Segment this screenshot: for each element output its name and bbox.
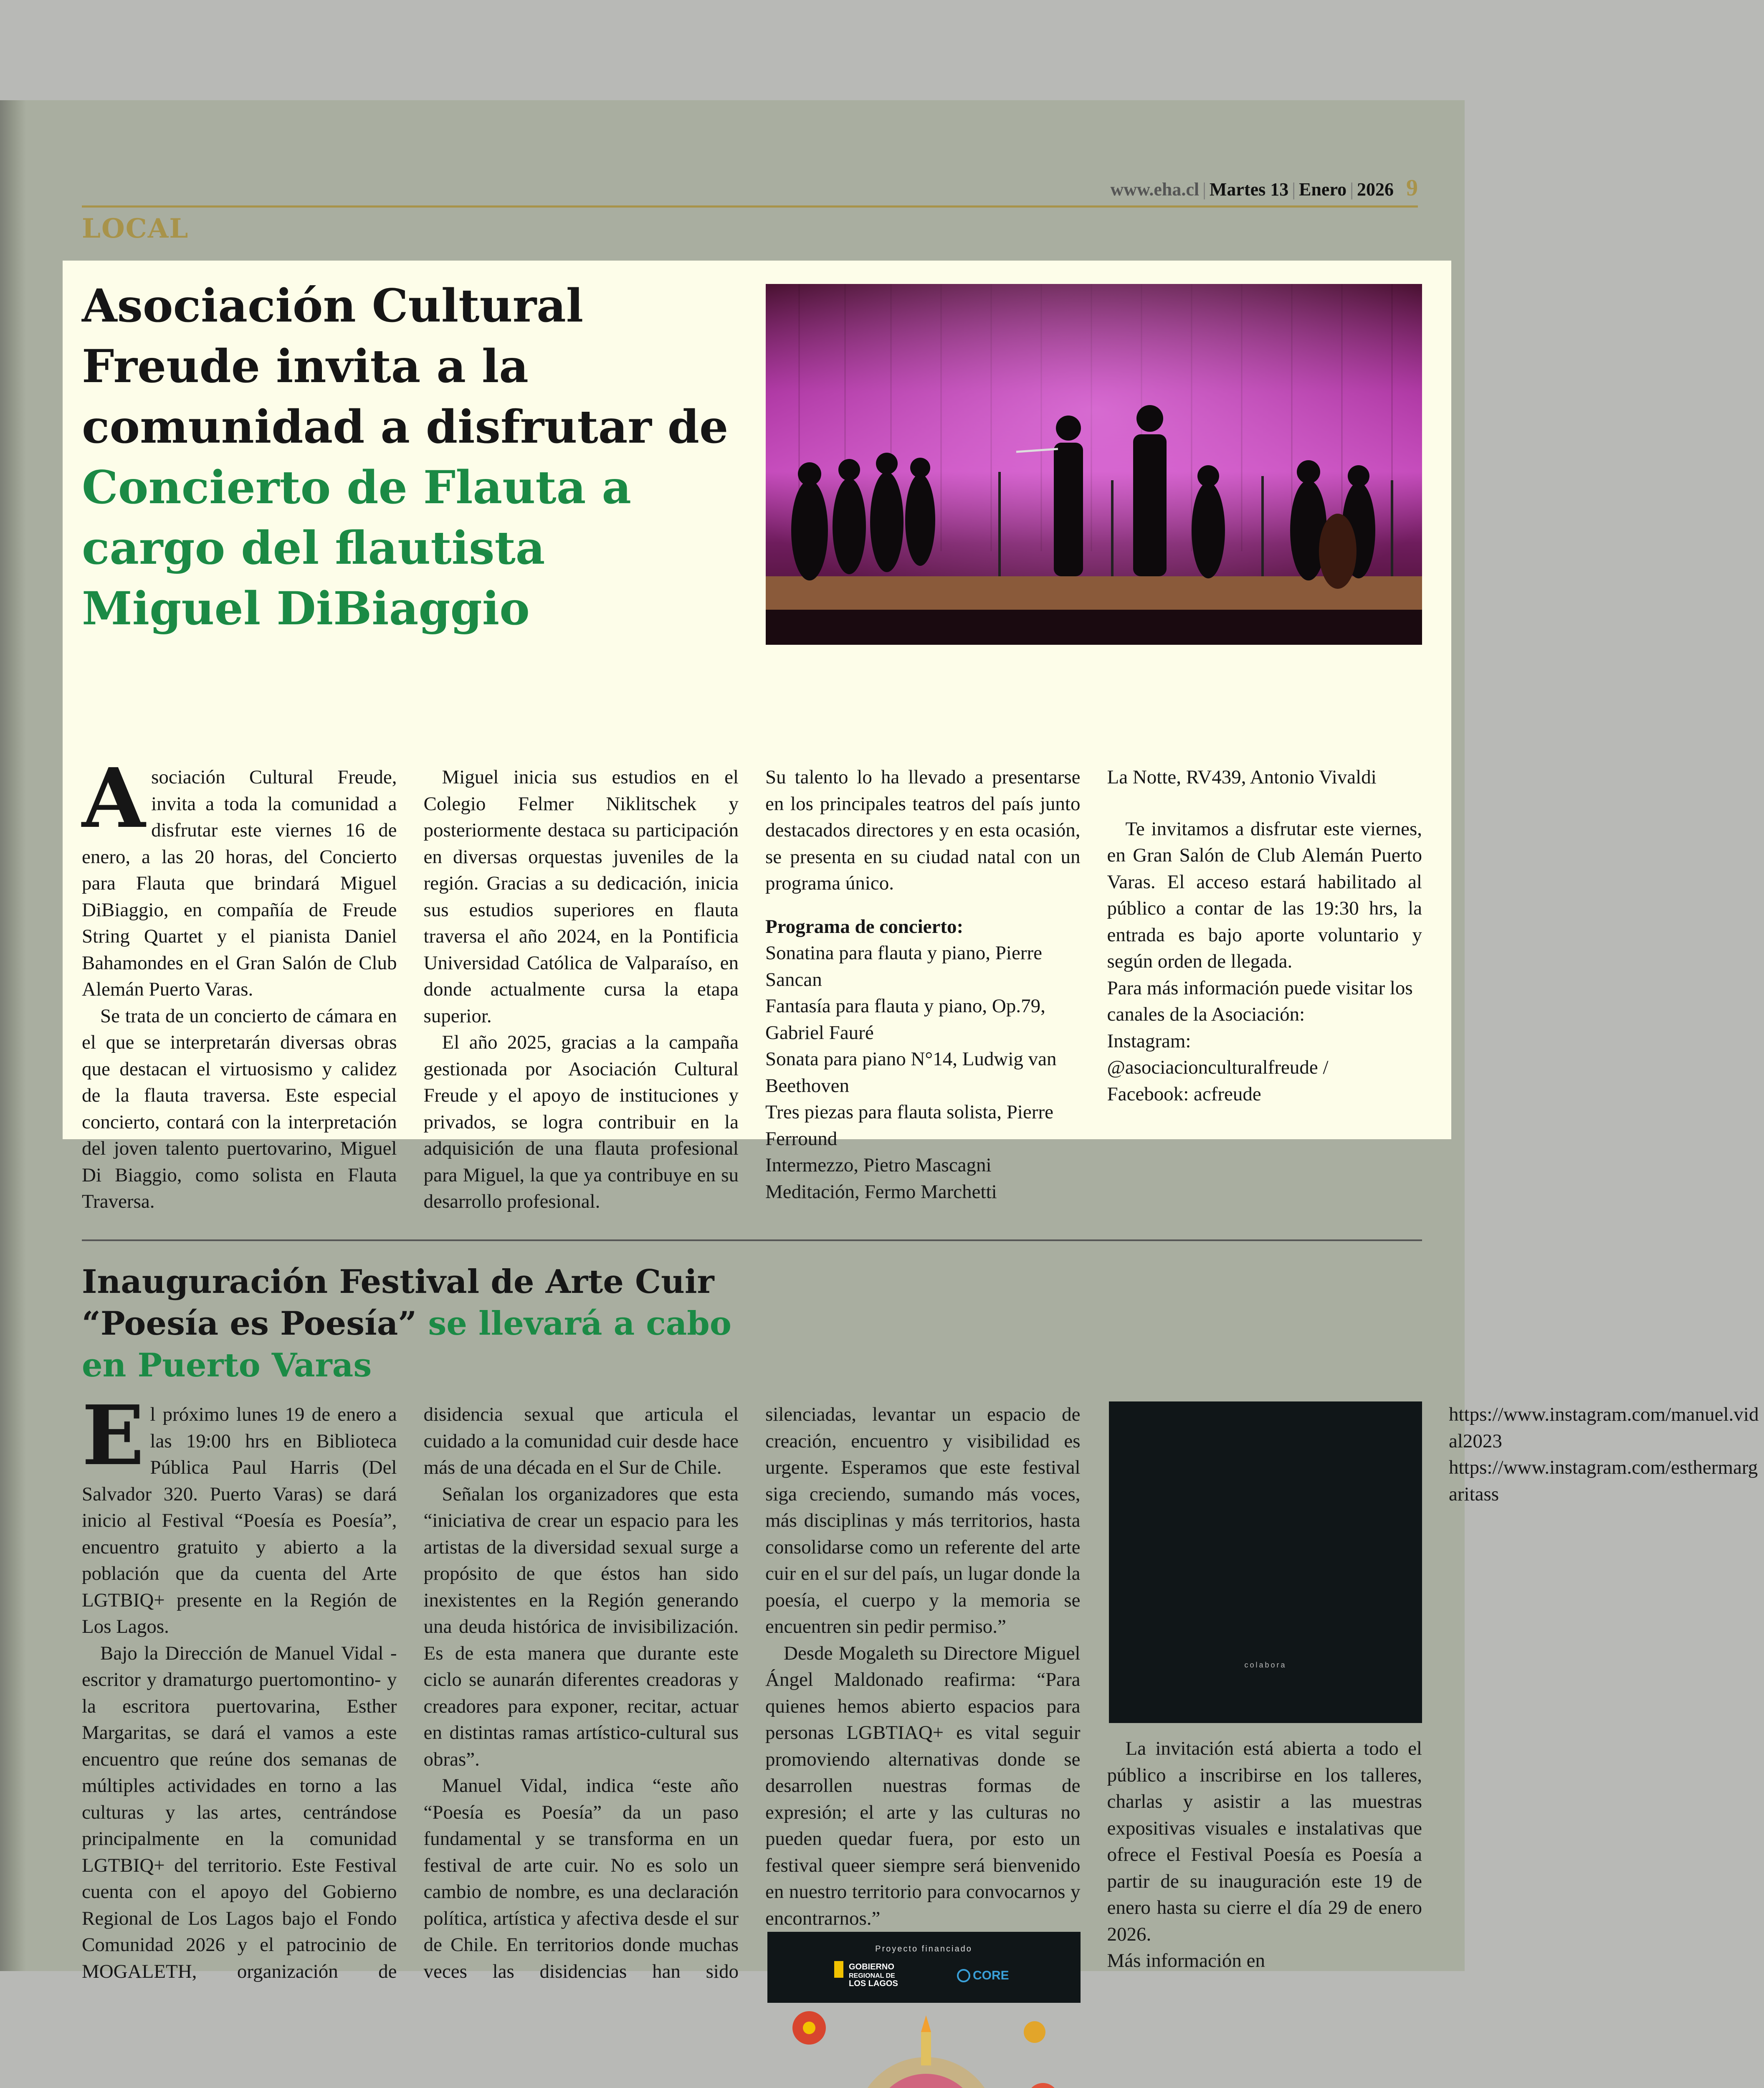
instagram-handle[interactable]: @asociacionculturalfreude / <box>1107 1057 1329 1078</box>
article2-paragraph-4: Manuel Vidal, indica “este año “Poesía es Poesía” da un paso fundamental y se transforma en un festival de arte cuir. No es solo un cambio de nombre, es una declaración política, artística y afectiva desde el sur de Chile. En territorios donde muchas veces las disidencias han sido silenciadas, levantar un espacio de creación, encuentro y visibilidad es urgente. Esperamos que este festival siga creciendo, sumando más voces, más disciplinas y más territorios, hasta consolidarse como un referente del arte cuir en el sur del país, un lugar donde la poesía, el cuerpo y la memoria se encuentren sin pedir permiso.” <box>423 1404 1081 1982</box>
article1-paragraph-1: sociación Cultural Freude, invita a toda la comunidad a disfrutar este viernes 16 de enero, a las 20 horas, del Concierto para Flauta que brindará Miguel DiBiaggio, en compañía de Freude String Quartet y el pianista Daniel Bahamondes en el Gran Salón de Club Alemán Puerto Varas. <box>82 766 397 1000</box>
section-label: LOCAL <box>82 213 189 244</box>
facebook-handle[interactable]: Facebook: acfreude <box>1107 1083 1261 1105</box>
article2-paragraph-3: Señalan los organizadores que esta “iniciativa de crear un espacio para les artistas de la diversidad sexual surge a propósito de que éstos han sido inexistentes en la Región generando una deuda histórica de invisibilización. Es de esta manera que durante este ciclo se aunarán diferentes creadoras y creadores para exponer, recitar, actuar en distintas ramas artístico-cultural sus obras”. <box>423 1483 739 1770</box>
header-year: 2026 <box>1357 179 1394 200</box>
article2-paragraph-5: Desde Mogaleth su Directore Miguel Ángel Maldonado reafirma: “Para quienes hemos abierto espacios para personas LGBTIAQ+ es vital seguir promoviendo alternativas donde se desarrollen nuestras formas de expresión; el arte y las culturas no pueden quedar fuera, por esto un festival queer siempre será bienvenido en nuestro territorio para convocarnos y encontrarnos.” <box>765 1642 1081 1929</box>
program-item: La Notte, RV439, Antonio Vivaldi <box>1107 766 1377 788</box>
article2-paragraph-6: La invitación está abierta a todo el público a inscribirse en los talleres, charlas y asistir a las muestras expositivas visuales e instalativas que ofrece el Festival Poesía es Poesía a partir de su inauguración este 19 de enero hasta su cierre el día 29 de enero 2026. <box>1107 1738 1422 1945</box>
program-item: Sonata para piano N°14, Ludwig van Beethoven <box>765 1048 1057 1097</box>
program-item: Fantasía para flauta y piano, Op.79, Gabriel Fauré <box>765 995 1045 1044</box>
article-divider <box>82 1239 1422 1241</box>
article1-headline <box>82 276 733 639</box>
article2-dropcap: E <box>82 1388 144 1484</box>
header-month: Enero <box>1299 179 1347 200</box>
instagram-label: Instagram: <box>1107 1030 1191 1052</box>
program-item: Sonatina para flauta y piano, Pierre Sancan <box>765 942 1042 991</box>
program-item: Intermezzo, Pietro Mascagni <box>765 1154 992 1176</box>
gov-logo-line-3: LOS LAGOS <box>848 1979 898 1988</box>
article1-headline-green: Concierto de Flauta a cargo del flautista Miguel DiBiaggio <box>82 461 631 635</box>
instagram-link-1[interactable]: https://www.instagram.com/manuel.vidal2023 <box>1449 1404 1759 1452</box>
article1-paragraph-6: Te invitamos a disfrutar este viernes, en Gran Salón de Club Alemán Puerto Varas. El acceso estará habilitado al público a contar de las 19:30 hrs, la entrada es bajo aporte voluntario y según orden de llegada. <box>1107 818 1422 972</box>
article1-dropcap: A <box>82 750 146 846</box>
article2-body <box>82 1388 1759 2003</box>
header-info: www.eha.cl | Martes 13 | Enero | 2026 9 <box>1110 175 1418 201</box>
article2-headline-black: Inauguración Festival de Arte Cuir “Poesía es Poesía” <box>82 1263 714 1343</box>
page-spine-shadow <box>0 100 26 1971</box>
more-info-label: Más información en <box>1107 1950 1265 1971</box>
concert-photo-illustration <box>766 284 1422 645</box>
header-date: Martes 13 <box>1209 179 1289 200</box>
gov-logo-line-2: REGIONAL DE <box>848 1972 895 1979</box>
core-logo-text: CORE <box>972 1969 1009 1982</box>
article2-paragraph-2: Bajo la Dirección de Manuel Vidal -escritor y dramaturgo puertomontino- y la escritora puertovarina, Esther Margaritas, se dará el vamos a este encuentro que reúne dos semanas de múltiples actividades en torno a las culturas y las artes, centrándose principalmente en la comunidad LGTBIQ+ del territorio. Este Festival cuenta con el apoyo del Gobierno Regional de Los Lagos bajo el Fondo Comunidad 2026 y el patrocinio de MOGALETH, organización de disidencia sexual que articula el cuidado a la comunidad cuir desde hace más de una década en el Sur de Chile. <box>82 1404 739 1982</box>
article2-paragraph-1: l próximo lunes 19 de enero a las 19:00 hrs en Biblioteca Pública Paul Harris (Del Salvador 320. Puerto Varas) se dará inicio al Festival “Poesía es Poesía”, encuentro gratuito y abierto a la población que da cuenta del Arte LGTBIQ+ presente en la Región de Los Lagos. <box>82 1404 397 1637</box>
page-number: 9 <box>1406 175 1418 201</box>
program-item: Tres piezas para flauta solista, Pierre Ferround <box>765 1101 1053 1150</box>
program-item: Meditación, Fermo Marchetti <box>765 1181 997 1203</box>
article1-headline-black: Asociación Cultural Freude invita a la comunidad a disfrutar de <box>82 279 729 454</box>
festival-poster-art <box>767 1932 1081 2088</box>
core-logo <box>958 1969 1009 1982</box>
gov-logo-line-1: GOBIERNO <box>848 1962 894 1971</box>
poster-collab-label: colabora <box>1244 1661 1287 1669</box>
article2-headline <box>82 1261 733 1386</box>
program-title: Programa de concierto: <box>765 915 964 938</box>
header-url[interactable]: www.eha.cl <box>1110 179 1200 200</box>
page-header <box>82 171 1418 208</box>
newspaper-page <box>0 100 1759 1988</box>
gobierno-regional-logo <box>834 1961 898 1988</box>
instagram-link-2[interactable]: https://www.instagram.com/esthermargaritass <box>1449 1457 1758 1505</box>
concert-photo <box>766 284 1422 645</box>
article1-paragraph-5: Su talento lo ha llevado a presentarse en los principales teatros del país junto destacados directores y en esta ocasión, se presenta en su ciudad natal con un programa único. <box>765 766 1081 894</box>
article1-body <box>82 750 1422 1219</box>
article2-headline-green: se llevará a cabo en Puerto Varas <box>82 1305 731 1384</box>
article1-paragraph-7: Para más información puede visitar los canales de la Asociación: <box>1107 977 1413 1025</box>
poster-funded-by: Proyecto financiado <box>875 1944 972 1954</box>
article1-paragraph-2: Se trata de un concierto de cámara en el que se interpretarán diversas obras que destacan el virtuosismo y calidez de la flauta traversa. Este especial concierto, contará con la interpretación del joven talento puertovarino, Miguel Di Biaggio, como solista en Flauta Traversa. <box>82 1005 397 1212</box>
article1-paragraph-3: Miguel inicia sus estudios en el Colegio Felmer Niklitschek y posteriormente destaca su participación en diversas orquestas juveniles de la región. Gracias a su dedicación, inicia sus estudios superiores en flauta traversa el año 2024, en la Pontificia Universidad Católica de Valparaíso, en donde actualmente cursa la etapa superior. <box>423 766 739 1027</box>
article1-paragraph-4: El año 2025, gracias a la campaña gestionada por Asociación Cultural Freude y el apoyo de instituciones y privados, se logra contribuir en la adquisición de una flauta profesional para Miguel, la que ya contribuye en su desarrollo profesional. <box>423 1031 739 1212</box>
